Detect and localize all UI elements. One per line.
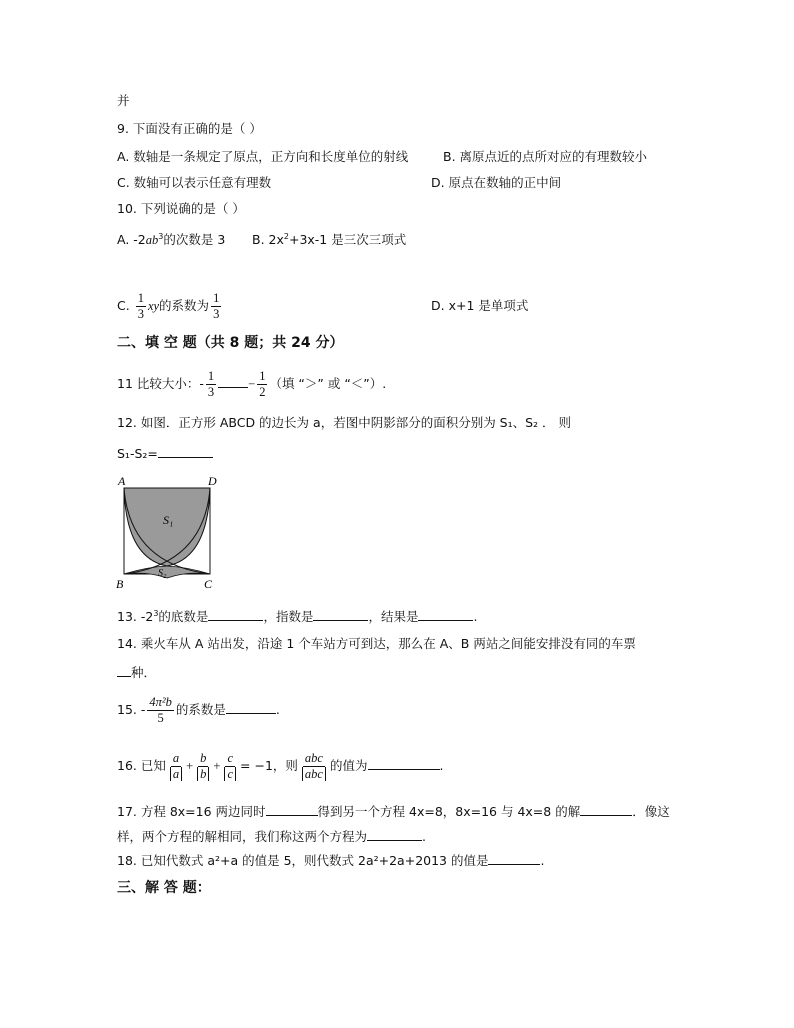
q10-c-den2: 3: [213, 307, 220, 321]
q17-line1: [117, 803, 670, 820]
q11-minus: −: [248, 377, 256, 391]
q16-frac-abc: [300, 751, 328, 782]
q13-pre: 13. -2: [117, 609, 154, 625]
q16-n3: c: [227, 751, 234, 765]
q16-d4: abc: [302, 767, 326, 781]
q15-num: 4π²b: [149, 695, 172, 709]
q13-blank-exponent[interactable]: [313, 608, 368, 621]
q12-answer-blank[interactable]: [158, 445, 213, 458]
section3-heading: 三、解 答 题：: [117, 880, 211, 896]
label-a: A: [118, 474, 126, 488]
q15-fraction: [147, 695, 174, 726]
q13-blank-result[interactable]: [418, 608, 473, 621]
q18-end: .: [540, 853, 545, 868]
q15-post: 的系数是: [175, 702, 226, 717]
q17-p3: ．像这: [632, 804, 670, 819]
q14-line2: [117, 664, 156, 681]
q11-pre: 11 比较大小：-: [117, 376, 204, 391]
q11-n1: 1: [207, 369, 215, 383]
q16: 16. 已知 $\frac{a}{a}$ + $\frac{b}{b}$ + $\frac{c}{c}$ = −1，则 $\frac{\text{abc}}{\text{abc}}$ 的值为 .: [117, 751, 444, 781]
q10-a-exp: 3: [158, 232, 164, 241]
q9-option-b: B. 离原点近的点所对应的有理数较小: [443, 149, 648, 164]
q10-option-c: [117, 288, 223, 324]
label-s2: S₂: [158, 568, 167, 579]
q18: [117, 852, 544, 869]
q12-expr: S₁-S₂=: [117, 446, 158, 461]
q17-line2-end: .: [422, 829, 426, 844]
q10-b-exp: 2: [283, 232, 289, 241]
q13-p3: ，结果是: [368, 609, 419, 625]
q9-option-d: D. 原点在数轴的正中间: [431, 175, 562, 190]
q13-p1: 的底数是: [158, 609, 209, 625]
section2-heading: 二、填 空 题（共 8 题；共 24 分）: [117, 335, 344, 351]
label-s1: S₁: [163, 513, 174, 527]
q11-post: （填 “＞” 或 “＜”）.: [269, 376, 387, 391]
q11-d2: 2: [259, 385, 266, 399]
q9-option-c: C. 数轴可以表示任意有理数: [117, 175, 272, 190]
q17-blank-1[interactable]: [266, 803, 318, 816]
q14-text: 种．: [131, 665, 157, 680]
q10-c-num: 1: [137, 291, 144, 305]
q10-c-label: C.: [117, 298, 130, 313]
q10-c-fraction2: [211, 291, 221, 322]
q16-n4: abc: [304, 751, 323, 765]
q12-figure: [112, 472, 222, 592]
q10-b-post: +3x-1 是三次三项式: [288, 232, 407, 248]
q15: [117, 691, 280, 729]
q16-frac-b: [195, 751, 211, 782]
q13-p2: ，指数是: [263, 609, 314, 625]
q13-end: .: [473, 609, 478, 625]
label-b: B: [116, 577, 124, 591]
q10-c-num2: 1: [213, 291, 220, 305]
q16-end: .: [439, 758, 444, 773]
q17-p1: 17. 方程 8x=16 两边同时: [117, 804, 266, 819]
q10-a-text: A. -2: [117, 232, 146, 248]
q18-answer-blank[interactable]: [488, 852, 540, 865]
q13-exp: 3: [153, 609, 159, 618]
q10-b-text: B. 2x: [252, 232, 284, 248]
q16-frac-c: [222, 751, 238, 782]
q10-option-b: [252, 229, 406, 248]
q11-answer-blank[interactable]: [218, 375, 248, 388]
q18-text: 18. 已知代数式 a²+a 的值是 5，则代数式 2a²+2a+2013 的值是: [117, 853, 489, 868]
q12-line1: 12. 如图．正方形 ABCD 的边长为 a，若图中阴影部分的面积分别为 S₁、S₂ ． 则: [117, 415, 572, 430]
q13: [117, 606, 477, 625]
q10-c-den: 3: [137, 307, 144, 321]
q11-d1: 3: [207, 385, 215, 399]
q9-stem: 9. 下面没有正确的是（ ）: [117, 121, 262, 136]
q16-d1: a: [170, 767, 182, 781]
q12-line2: [117, 445, 213, 462]
q16-d2: b: [197, 767, 209, 781]
q10-c-mid: 的系数为: [159, 298, 210, 313]
q14-answer-blank[interactable]: [117, 664, 131, 677]
q15-den: 5: [157, 711, 164, 725]
q16-n2: b: [200, 751, 207, 765]
q10-a-var: ab: [145, 233, 159, 248]
continued-char: 并: [117, 93, 130, 108]
q16-d3: c: [224, 767, 236, 781]
q16-answer-blank[interactable]: [368, 757, 440, 770]
q10-c-var: xy: [147, 299, 160, 313]
q9-option-a: A. 数轴是一条规定了原点，正方向和长度单位的射线: [117, 149, 409, 164]
q15-end: .: [275, 702, 280, 717]
q10-option-d: D. x+1 是单项式: [431, 298, 529, 313]
q10-a-post: 的次数是 3: [163, 232, 226, 248]
q16-frac-a: [168, 751, 184, 782]
q17-blank-3[interactable]: [367, 828, 422, 841]
q14-line1: 14. 乘火车从 A 站出发，沿途 1 个车站方可到达，那么在 A、B 两站之间能安排没有同的车票: [117, 636, 636, 651]
q11-fraction2: [257, 369, 267, 400]
q17-line2-text: 样，两个方程的解相同，我们称这两个方程为: [117, 829, 368, 844]
q15-answer-blank[interactable]: [226, 701, 276, 714]
q13-blank-base[interactable]: [208, 608, 263, 621]
q16-n1: a: [172, 751, 180, 765]
q17-blank-2[interactable]: [580, 803, 632, 816]
q17-line2: [117, 828, 426, 845]
q11-fraction1: [206, 369, 216, 400]
q10-option-a: [117, 229, 225, 248]
q16-eq: = −1，则: [240, 758, 298, 773]
q10-stem: 10. 下列说确的是（ ）: [117, 201, 245, 216]
q10-c-fraction: [136, 291, 146, 322]
label-d: D: [208, 474, 217, 488]
q11: [117, 366, 386, 402]
shaded-region-s1: [124, 488, 210, 566]
q11-n2: 1: [259, 369, 266, 383]
q16-post: 的值为: [329, 758, 368, 773]
q17-p2: 得到另一个方程 4x=8，8x=16 与 4x=8 的解: [317, 804, 581, 819]
label-c: C: [204, 577, 213, 591]
q16-pre: 16. 已知: [117, 758, 166, 773]
q15-pre: 15. -: [117, 702, 146, 717]
